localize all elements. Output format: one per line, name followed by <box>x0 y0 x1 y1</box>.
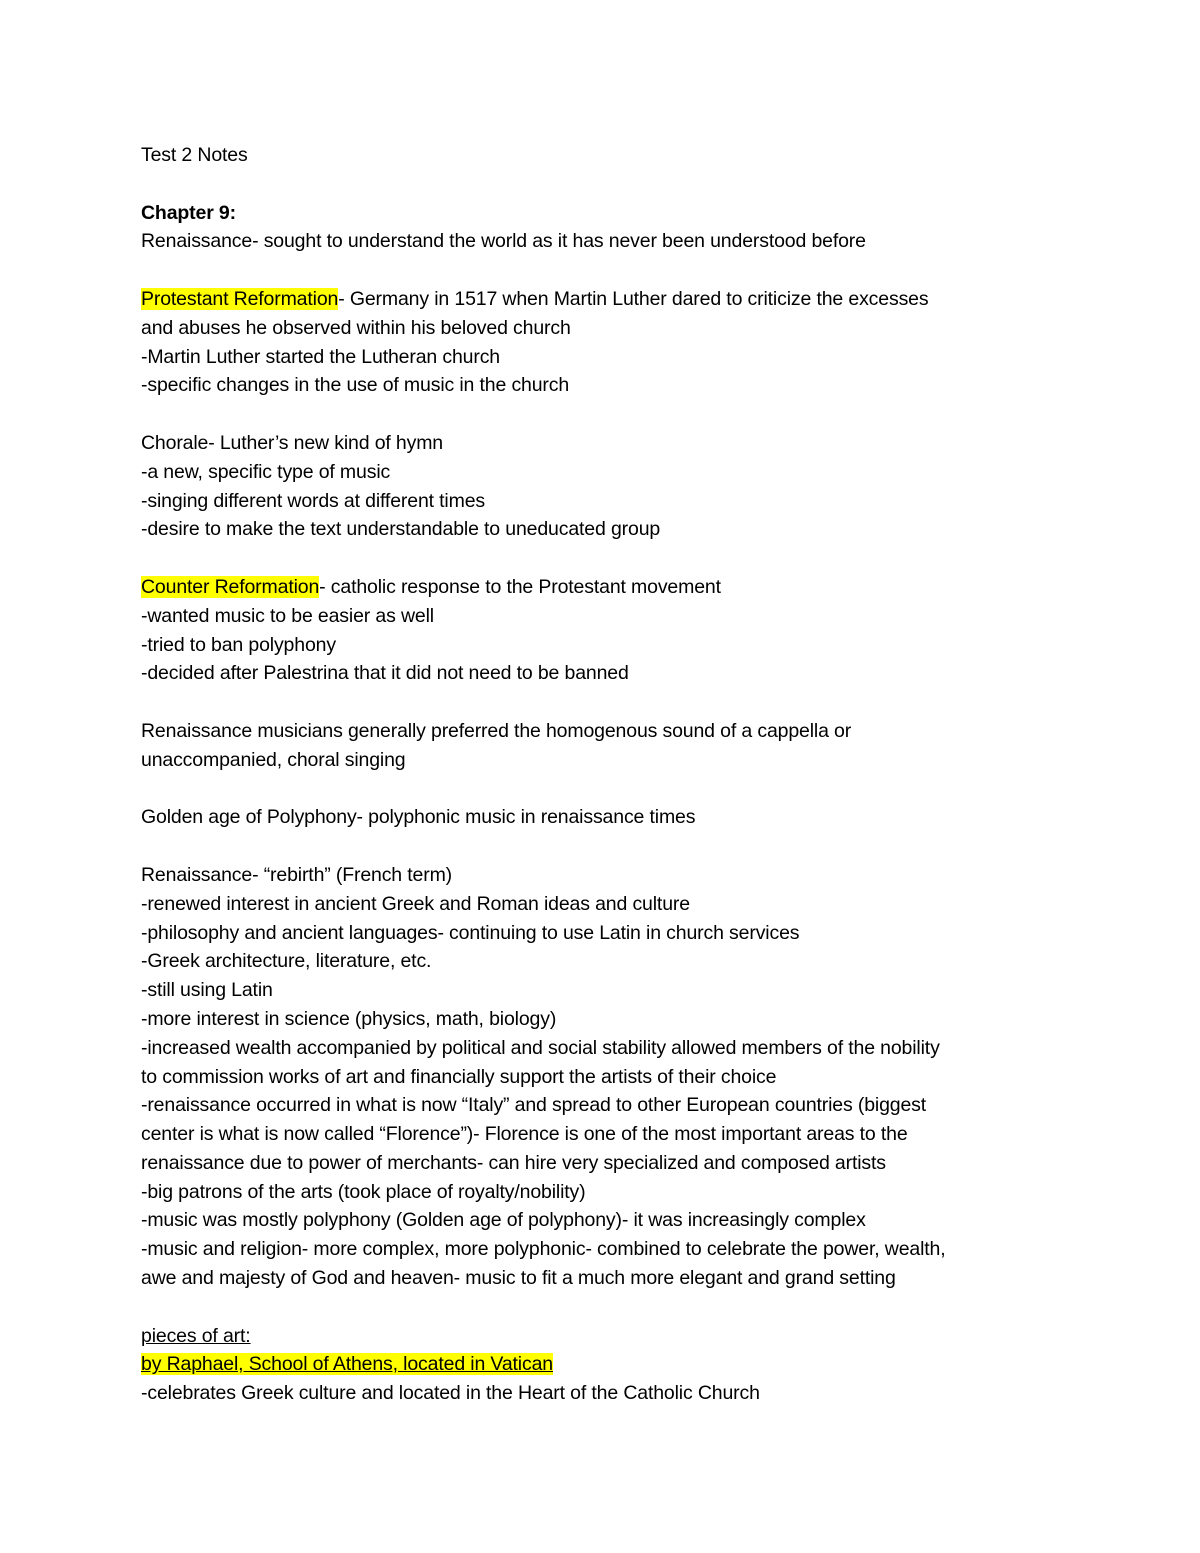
list-item: -renaissance occurred in what is now “Italy” and spread to other European countries (biggest <box>141 1094 927 1117</box>
musicians-line: unaccompanied, choral singing <box>141 748 406 771</box>
raphael-highlight: by Raphael, School of Athens, located in Vatican <box>141 1353 553 1376</box>
list-item: -renewed interest in ancient Greek and Roman ideas and culture <box>141 892 690 915</box>
art-heading-text: pieces of art: <box>141 1324 251 1347</box>
raphael-line <box>141 1350 1081 1379</box>
list-item: renaissance due to power of merchants- can hire very specialized and composed artists <box>141 1151 886 1174</box>
list-item: -music and religion- more complex, more polyphonic- combined to celebrate the power, wealth, <box>141 1238 946 1261</box>
list-item: -decided after Palestrina that it did not need to be banned <box>141 662 629 685</box>
list-item: -singing different words at different times <box>141 489 486 512</box>
list-item: -desire to make the text understandable to uneducated group <box>141 518 661 541</box>
chapter-heading: Chapter 9: <box>141 201 236 224</box>
counter-term-highlight: Counter Reformation <box>141 575 320 598</box>
list-item: -specific changes in the use of music in the church <box>141 374 570 397</box>
list-item: -music was mostly polyphony (Golden age of polyphony)- it was increasingly complex <box>141 1209 866 1232</box>
art-heading <box>141 1322 1081 1351</box>
document-page <box>141 141 1081 1408</box>
list-item: -a new, specific type of music <box>141 460 391 483</box>
list-item: -still using Latin <box>141 979 273 1002</box>
document-title: Test 2 Notes <box>141 144 248 166</box>
protestant-def-text: - Germany in 1517 when Martin Luther dared to criticize the excesses <box>338 287 929 310</box>
list-item: center is what is now called “Florence”)- Florence is one of the most important areas to the <box>141 1123 908 1146</box>
counter-definition <box>141 573 1081 602</box>
chorale-heading: Chorale- Luther’s new kind of hymn <box>141 431 444 454</box>
list-item: awe and majesty of God and heaven- music to fit a much more elegant and grand setting <box>141 1267 896 1290</box>
protestant-def-continued: and abuses he observed within his beloved church <box>141 316 571 339</box>
raphael-note: -celebrates Greek culture and located in the Heart of the Catholic Church <box>141 1382 760 1405</box>
list-item: -wanted music to be easier as well <box>141 604 434 627</box>
list-item: -increased wealth accompanied by political and social stability allowed members of the nobility <box>141 1036 940 1059</box>
list-item: -Martin Luther started the Lutheran church <box>141 345 500 368</box>
protestant-definition <box>141 285 1081 314</box>
golden-age-line: Golden age of Polyphony- polyphonic music in renaissance times <box>141 806 696 829</box>
intro-line: Renaissance- sought to understand the world as it has never been understood before <box>141 230 866 253</box>
protestant-term-highlight: Protestant Reformation <box>141 287 339 310</box>
musicians-line: Renaissance musicians generally preferred the homogenous sound of a cappella or <box>141 719 852 742</box>
list-item: -philosophy and ancient languages- continuing to use Latin in church services <box>141 921 800 944</box>
renaissance-heading: Renaissance- “rebirth” (French term) <box>141 863 453 886</box>
counter-def-text: - catholic response to the Protestant movement <box>319 575 721 598</box>
list-item: -big patrons of the arts (took place of royalty/nobility) <box>141 1180 586 1203</box>
list-item: to commission works of art and financially support the artists of their choice <box>141 1065 777 1088</box>
list-item: -more interest in science (physics, math, biology) <box>141 1007 557 1030</box>
list-item: -tried to ban polyphony <box>141 633 336 656</box>
list-item: -Greek architecture, literature, etc. <box>141 950 432 973</box>
